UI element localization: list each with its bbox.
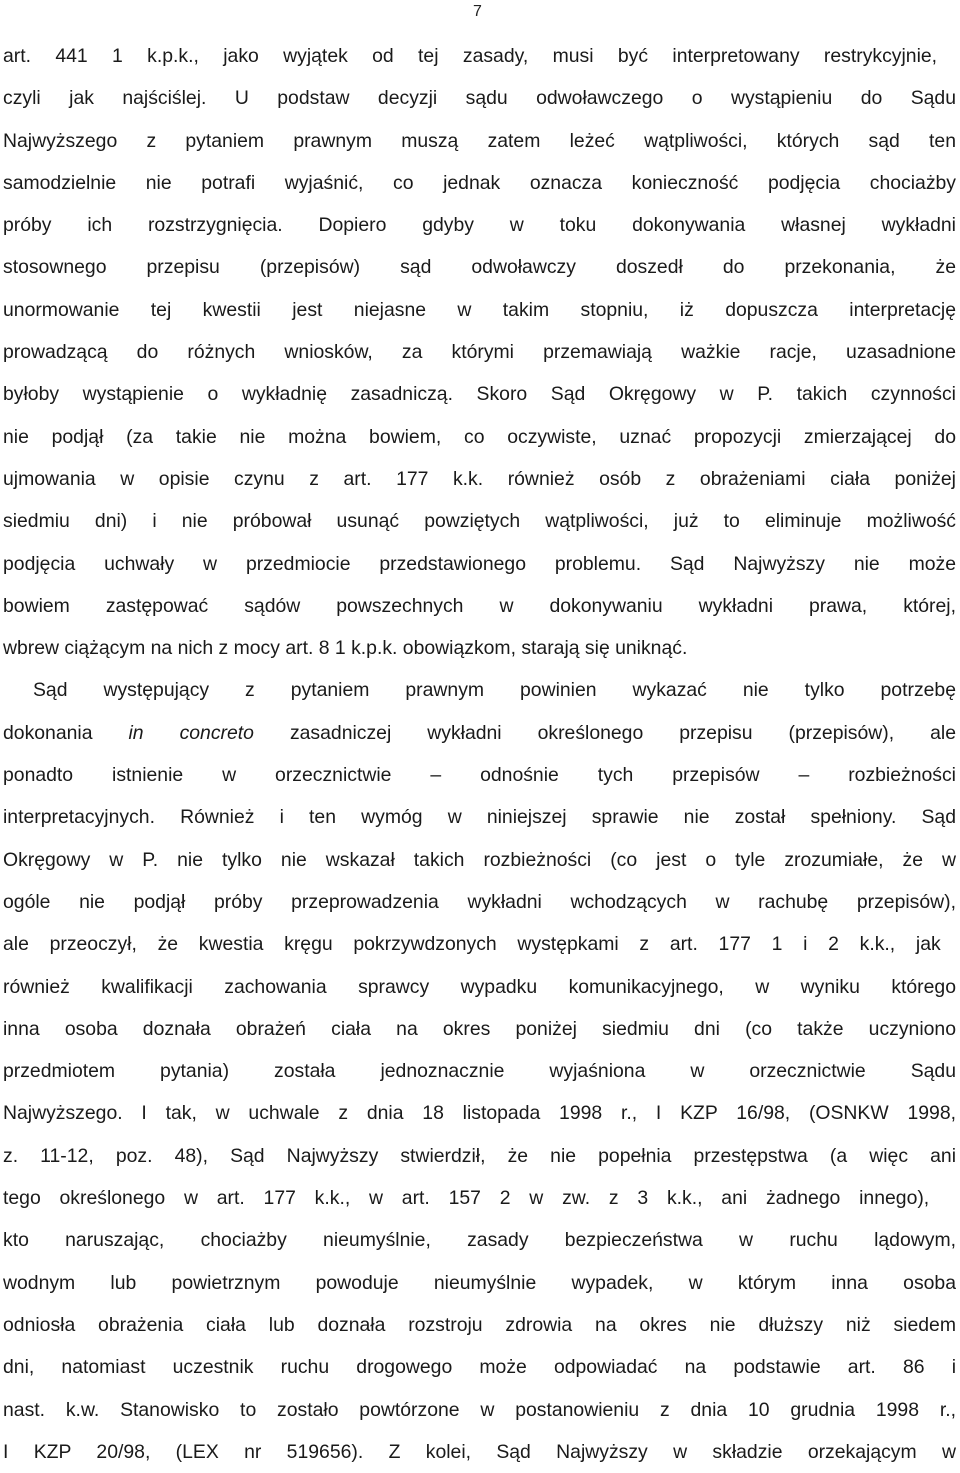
text-fragment: zasadniczej wykładni określonego przepisu (przepisów), ale	[253, 721, 956, 744]
text-fragment: ale przeoczył, że kwestia kręgu pokrzywdzonych występkami z art. 177 1 i 2 k.k., jak	[3, 933, 941, 956]
text-fragment: unormowanie tej kwestii jest niejasne w takim stopniu, iż dopuszcza interpretację	[3, 298, 956, 321]
text-fragment: tego określonego w art. 177 k.k., w art. 157 2 w zw. z 3 k.k., ani żadnego innego),	[3, 1187, 930, 1210]
text-fragment: samodzielnie nie potrafi wyjaśnić, co jednak oznacza konieczność podjęcia chociażby	[3, 171, 956, 194]
text-line	[3, 1050, 956, 1092]
text-fragment: kto naruszając, chociażby nieumyślnie, zasady bezpieczeństwa w ruchu lądowym,	[3, 1229, 956, 1252]
text-line	[3, 585, 956, 627]
page-number: 7	[473, 3, 482, 20]
text-line	[3, 627, 956, 669]
text-fragment: podjęcia uchwały w przedmiocie przedstawionego problemu. Sąd Najwyższy nie może	[3, 552, 956, 575]
text-line	[3, 204, 956, 246]
text-line	[3, 331, 956, 373]
text-fragment: ponadto istnienie w orzecznictwie – odnośnie tych przepisów – rozbieżności	[3, 764, 956, 787]
text-fragment: dokonania	[3, 721, 129, 744]
text-line	[3, 754, 956, 796]
text-line	[3, 77, 956, 119]
text-line	[3, 966, 956, 1008]
text-fragment: odniosła obrażenia ciała lub doznała rozstroju zdrowia na okres nie dłuższy niż siedem	[3, 1313, 956, 1336]
text-fragment: nie podjął (za takie nie można bowiem, co oczywiste, uznać propozycji zmierzającej do	[3, 425, 956, 448]
paragraph	[3, 35, 956, 1473]
text-line	[3, 458, 956, 500]
text-line	[3, 162, 956, 204]
document-body	[3, 35, 956, 1473]
text-fragment: art. 441 1 k.p.k., jako wyjątek od tej zasady, musi być interpretowany restrykcyjnie,	[3, 45, 938, 67]
text-line	[3, 500, 956, 542]
text-line	[3, 1008, 956, 1050]
text-line	[3, 120, 956, 162]
text-fragment: Najwyższego z pytaniem prawnym muszą zatem leżeć wątpliwości, których sąd ten	[3, 129, 956, 152]
text-fragment: dni, natomiast uczestnik ruchu drogowego może odpowiadać na podstawie art. 86 i	[3, 1356, 956, 1379]
text-fragment: z. 11-12, poz. 48), Sąd Najwyższy stwierdził, że nie popełnia przestępstwa (a więc ani	[3, 1144, 956, 1167]
italic-text: in concreto	[128, 721, 254, 744]
text-fragment: ujmowania w opisie czynu z art. 177 k.k. również osób z obrażeniami ciała poniżej	[3, 467, 956, 490]
text-fragment: wodnym lub powietrznym powoduje nieumyślnie wypadek, w którym inna osoba	[3, 1271, 956, 1294]
text-fragment: wbrew ciążącym na nich z mocy art. 8 1 k.p.k. obowiązkom, starają się uniknąć.	[3, 637, 688, 660]
text-line	[3, 669, 956, 711]
text-line	[3, 543, 956, 585]
text-line	[3, 289, 956, 331]
text-fragment: siedmiu dni) i nie próbował usunąć powziętych wątpliwości, już to eliminuje możliwość	[3, 510, 956, 533]
text-line	[3, 1135, 956, 1177]
text-fragment: Sąd występujący z pytaniem prawnym powinien wykazać nie tylko potrzebę	[33, 679, 956, 702]
text-line	[3, 1431, 956, 1473]
text-line	[3, 1219, 956, 1261]
text-fragment: czyli jak najściślej. U podstaw decyzji sądu odwoławczego o wystąpieniu do Sądu	[3, 87, 956, 110]
text-fragment: Okręgowy w P. nie tylko nie wskazał takich rozbieżności (co jest o tyle zrozumiałe, że w	[3, 848, 956, 871]
text-fragment: Najwyższego. I tak, w uchwale z dnia 18 listopada 1998 r., I KZP 16/98, (OSNKW 1998,	[3, 1102, 956, 1125]
text-fragment: I KZP 20/98, (LEX nr 519656). Z kolei, Sąd Najwyższy w składzie orzekającym w	[3, 1440, 956, 1463]
text-line	[3, 1389, 956, 1431]
text-line	[3, 416, 956, 458]
text-fragment: stosownego przepisu (przepisów) sąd odwoławczy doszedł do przekonania, że	[3, 256, 956, 279]
text-line	[3, 246, 956, 288]
text-line	[3, 839, 956, 881]
text-fragment: interpretacyjnych. Również i ten wymóg w niniejszej sprawie nie został spełniony. Sąd	[3, 806, 956, 829]
text-fragment: byłoby wystąpienie o wykładnię zasadniczą. Skoro Sąd Okręgowy w P. takich czynności	[3, 383, 956, 406]
text-fragment: bowiem zastępować sądów powszechnych w dokonywaniu wykładni prawa, której,	[3, 594, 956, 617]
text-fragment: przedmiotem pytania) została jednoznacznie wyjaśniona w orzecznictwie Sądu	[3, 1060, 956, 1083]
text-line	[3, 1304, 956, 1346]
text-line	[3, 712, 956, 754]
text-fragment: inna osoba doznała obrażeń ciała na okres poniżej siedmiu dni (co także uczyniono	[3, 1017, 956, 1040]
text-line	[3, 1177, 956, 1219]
text-line	[3, 923, 956, 965]
text-line	[3, 881, 956, 923]
text-line	[3, 1262, 956, 1304]
text-fragment: prowadzącą do różnych wniosków, za którymi przemawiają ważkie racje, uzasadnione	[3, 341, 956, 364]
text-line	[3, 373, 956, 415]
text-fragment: nast. k.w. Stanowisko to zostało powtórzone w postanowieniu z dnia 10 grudnia 1998 r.,	[3, 1398, 956, 1421]
text-line	[3, 35, 956, 77]
text-fragment: również kwalifikacji zachowania sprawcy wypadku komunikacyjnego, w wyniku którego	[3, 975, 956, 998]
text-fragment: próby ich rozstrzygnięcia. Dopiero gdyby w toku dokonywania własnej wykładni	[3, 214, 956, 237]
text-line	[3, 1092, 956, 1134]
text-line	[3, 1346, 956, 1388]
text-fragment: ogóle nie podjął próby przeprowadzenia wykładni wchodzących w rachubę przepisów),	[3, 890, 956, 913]
text-line	[3, 796, 956, 838]
